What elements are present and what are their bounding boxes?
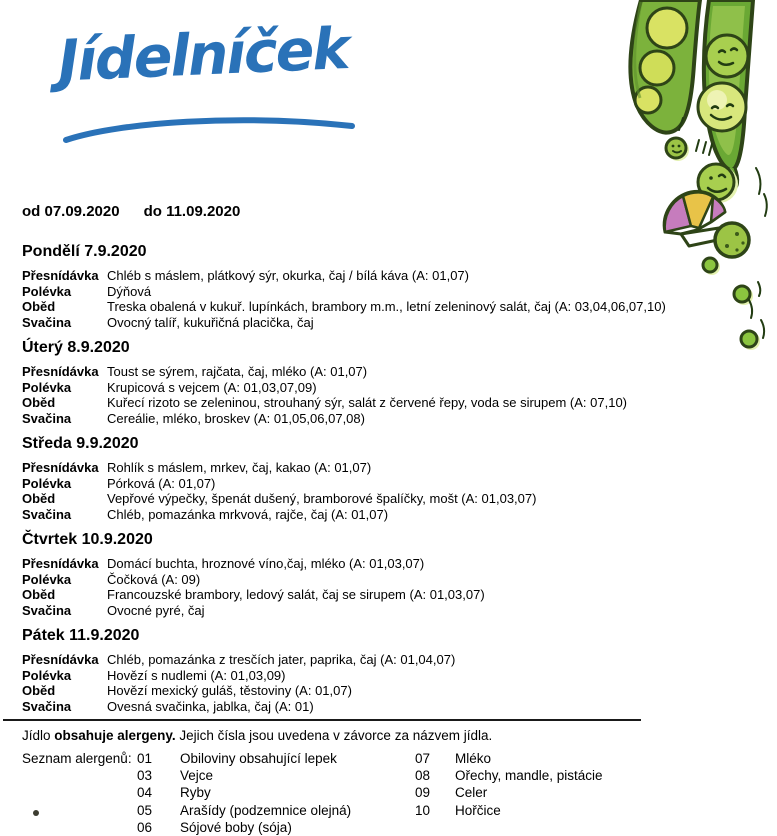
day-title: Pondělí 7.9.2020 bbox=[22, 243, 147, 260]
meal-text: Ovocný talíř, kukuřičná placička, čaj bbox=[107, 314, 314, 330]
meal-row bbox=[0, 507, 777, 523]
meal-text: Kuřecí rizoto se zeleninou, strouhaný sýr, salát z červené řepy, voda se sirupem (A: 07,10) bbox=[107, 395, 628, 410]
meal-text: Rohlík s máslem, mrkev, čaj, kakao (A: 01,07) bbox=[107, 460, 372, 475]
allergen-code: 09 bbox=[415, 785, 431, 801]
meal-label: Přesnídávka bbox=[22, 268, 99, 283]
meal-text: Toust se sýrem, rajčata, čaj, mléko (A: 01,07) bbox=[107, 364, 368, 379]
allergen-note-prefix: Jídlo bbox=[22, 728, 55, 743]
day-title: Čtvrtek 10.9.2020 bbox=[22, 531, 153, 548]
meal-row bbox=[0, 299, 777, 315]
meal-row bbox=[0, 411, 777, 427]
allergen-name: Ryby bbox=[180, 785, 211, 801]
date-from: od 07.09.2020 bbox=[22, 203, 120, 220]
meal-row bbox=[0, 460, 777, 476]
meal-text: Treska obalená v kukuř. lupínkách, brambory m.m., letní zeleninový salát, čaj (A: 03,04,06,07,10) bbox=[107, 299, 666, 314]
allergen-row bbox=[415, 750, 603, 767]
day-section bbox=[0, 243, 777, 330]
meal-row bbox=[0, 380, 777, 396]
date-to: do 11.09.2020 bbox=[143, 203, 241, 220]
meal-row bbox=[0, 652, 777, 668]
meal-text: Ovocné pyré, čaj bbox=[107, 602, 205, 618]
allergen-code: 07 bbox=[415, 751, 431, 766]
menu-days bbox=[0, 243, 777, 714]
meal-row bbox=[0, 699, 777, 715]
allergen-column-1 bbox=[137, 750, 415, 836]
allergen-name: Ořechy, mandle, pistácie bbox=[455, 768, 603, 784]
allergen-name: Arašídy (podzemnice olejná) bbox=[180, 802, 352, 818]
meal-label: Svačina bbox=[22, 506, 72, 522]
meal-text: Hovězí mexický guláš, těstoviny (A: 01,07) bbox=[107, 683, 352, 698]
meal-label: Polévka bbox=[22, 667, 72, 683]
meal-text: Domácí buchta, hroznové víno,čaj, mléko (A: 01,03,07) bbox=[107, 556, 425, 571]
allergen-code: 01 bbox=[137, 751, 153, 766]
allergen-row bbox=[415, 784, 603, 801]
day-title: Úterý 8.9.2020 bbox=[22, 339, 130, 356]
day-rows bbox=[0, 268, 777, 330]
meal-row bbox=[0, 491, 777, 507]
meal-text: Dýňová bbox=[107, 283, 152, 299]
meal-row bbox=[0, 556, 777, 572]
day-section bbox=[0, 627, 777, 714]
meal-row bbox=[0, 668, 777, 684]
allergen-row bbox=[137, 784, 415, 801]
meal-row bbox=[0, 603, 777, 619]
meal-row bbox=[0, 268, 777, 284]
meal-label: Svačina bbox=[22, 602, 72, 618]
allergen-column-2 bbox=[415, 750, 603, 819]
allergen-code: 05 bbox=[137, 802, 153, 818]
meal-text: Chléb, pomazánka mrkvová, rajče, čaj (A: 01,07) bbox=[107, 506, 389, 522]
meal-row bbox=[0, 284, 777, 300]
allergen-name: Obiloviny obsahující lepek bbox=[180, 751, 337, 766]
meal-text: Krupicová s vejcem (A: 01,03,07,09) bbox=[107, 379, 317, 395]
meal-label: Oběd bbox=[22, 491, 56, 506]
menu-content bbox=[0, 203, 777, 836]
separator-line bbox=[3, 719, 641, 721]
allergen-code: 03 bbox=[137, 768, 153, 784]
allergen-row bbox=[137, 750, 415, 767]
meal-label: Přesnídávka bbox=[22, 364, 99, 379]
meal-label: Oběd bbox=[22, 395, 56, 410]
meal-label: Polévka bbox=[22, 475, 72, 491]
meal-label: Přesnídávka bbox=[22, 652, 99, 667]
allergen-row bbox=[415, 802, 603, 819]
meal-row bbox=[0, 683, 777, 699]
meal-label: Polévka bbox=[22, 571, 72, 587]
day-title: Středa 9.9.2020 bbox=[22, 435, 139, 452]
meal-text: Chléb s máslem, plátkový sýr, okurka, čaj / bílá káva (A: 01,07) bbox=[107, 268, 469, 283]
meal-text: Francouzské brambory, ledový salát, čaj se sirupem (A: 01,03,07) bbox=[107, 587, 485, 602]
meal-text: Chléb, pomazánka z tresčích jater, paprika, čaj (A: 01,04,07) bbox=[107, 652, 456, 667]
allergen-row bbox=[415, 767, 603, 784]
day-rows bbox=[0, 652, 777, 714]
day-rows bbox=[0, 460, 777, 522]
day-section bbox=[0, 339, 777, 426]
allergen-name: Vejce bbox=[180, 768, 214, 784]
allergen-list-label: Seznam alergenů: bbox=[22, 751, 132, 766]
allergen-code: 10 bbox=[415, 802, 431, 818]
logo-block bbox=[52, 8, 362, 143]
meal-text: Ovesná svačinka, jablka, čaj (A: 01) bbox=[107, 698, 314, 714]
meal-label: Oběd bbox=[22, 683, 56, 698]
meal-text: Čočková (A: 09) bbox=[107, 571, 201, 587]
meal-text: Hovězí s nudlemi (A: 01,03,09) bbox=[107, 667, 286, 683]
allergen-row bbox=[137, 819, 415, 836]
meal-row bbox=[0, 572, 777, 588]
meal-label: Přesnídávka bbox=[22, 556, 99, 571]
day-rows bbox=[0, 556, 777, 618]
allergen-name: Mléko bbox=[455, 751, 492, 766]
meal-label: Polévka bbox=[22, 379, 72, 395]
meal-text: Vepřové výpečky, špenát dušený, bramborové špalíčky, mošt (A: 01,03,07) bbox=[107, 491, 537, 506]
day-rows bbox=[0, 364, 777, 426]
meal-label: Svačina bbox=[22, 410, 72, 426]
logo-swoosh-icon bbox=[60, 110, 360, 146]
allergen-code: 04 bbox=[137, 785, 153, 801]
allergen-name: Sójové boby (sója) bbox=[180, 819, 292, 835]
meal-label: Svačina bbox=[22, 314, 72, 330]
meal-label: Svačina bbox=[22, 698, 72, 714]
day-title: Pátek 11.9.2020 bbox=[22, 627, 140, 644]
allergen-name: Hořčice bbox=[455, 802, 501, 818]
meal-label: Oběd bbox=[22, 299, 56, 314]
meal-label: Přesnídávka bbox=[22, 460, 99, 475]
allergen-note-bold: obsahuje alergeny. bbox=[54, 728, 176, 743]
meal-row bbox=[0, 315, 777, 331]
day-section bbox=[0, 435, 777, 522]
allergen-row bbox=[137, 767, 415, 784]
meal-row bbox=[0, 364, 777, 380]
allergen-code: 06 bbox=[137, 819, 153, 835]
day-section bbox=[0, 531, 777, 618]
date-range bbox=[0, 203, 777, 221]
allergen-note bbox=[0, 727, 777, 744]
allergen-row bbox=[137, 802, 415, 819]
meal-row bbox=[0, 476, 777, 492]
meal-text: Pórková (A: 01,07) bbox=[107, 475, 216, 491]
meal-row bbox=[0, 587, 777, 603]
meal-text: Cereálie, mléko, broskev (A: 01,05,06,07,08) bbox=[107, 410, 365, 426]
meal-row bbox=[0, 395, 777, 411]
allergen-name: Celer bbox=[455, 785, 488, 801]
meal-label: Polévka bbox=[22, 283, 72, 299]
allergen-note-rest: Jejich čísla jsou uvedena v závorce za názvem jídla. bbox=[175, 728, 493, 743]
allergen-code: 08 bbox=[415, 768, 431, 784]
meal-label: Oběd bbox=[22, 587, 56, 602]
app-logo: Jídelníček bbox=[56, 16, 350, 95]
allergen-list bbox=[0, 750, 777, 836]
decorative-dot bbox=[33, 810, 39, 816]
